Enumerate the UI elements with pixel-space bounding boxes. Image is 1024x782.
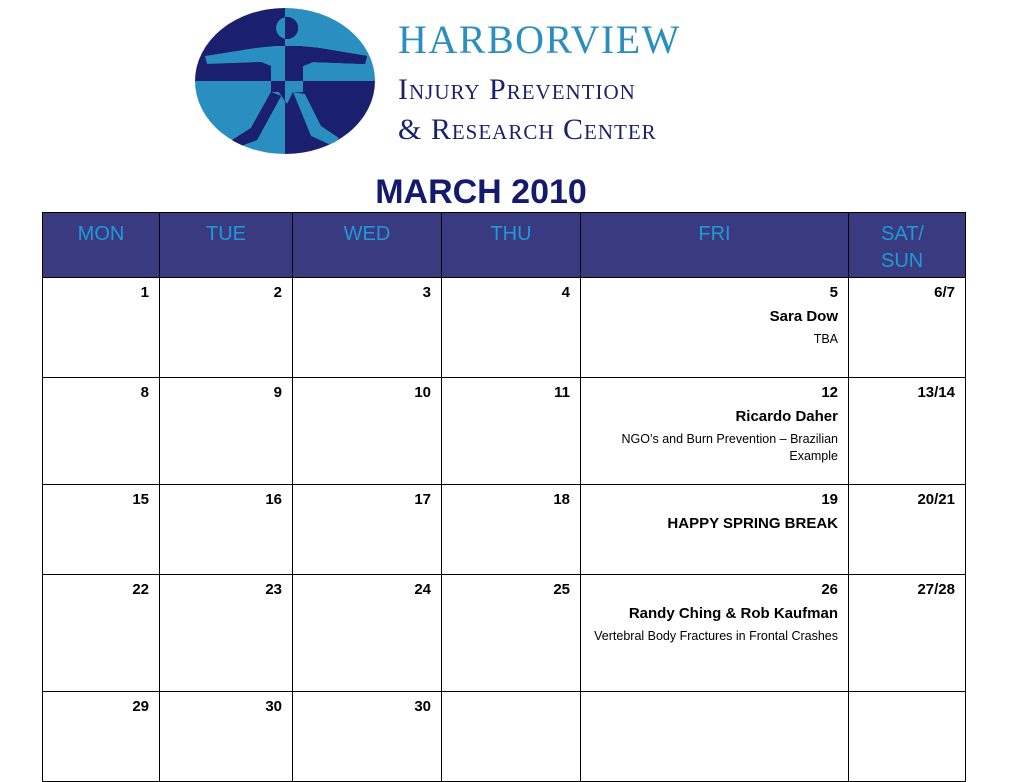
day-cell [43, 575, 160, 692]
day-cell [442, 692, 581, 782]
day-cell [43, 378, 160, 485]
day-number: 9 [273, 384, 282, 401]
day-number: 26 [821, 581, 838, 598]
day-cell [43, 692, 160, 782]
event-topic: NGO’s and Burn Prevention – Brazilian Example [621, 432, 838, 463]
day-cell [442, 575, 581, 692]
day-cell [43, 485, 160, 575]
header-thu: THU [442, 213, 581, 278]
weekend-cell [849, 575, 966, 692]
day-number: 5 [829, 284, 838, 301]
day-cell [442, 485, 581, 575]
event-speaker: Sara Dow [769, 308, 838, 325]
day-number: 24 [414, 581, 431, 598]
day-cell [160, 692, 293, 782]
day-number: 3 [422, 284, 431, 301]
header-fri: FRI [581, 213, 849, 278]
day-number: 15 [132, 491, 149, 508]
event-speaker: Ricardo Daher [735, 408, 838, 425]
day-number: 18 [553, 491, 570, 508]
day-number: 8 [140, 384, 149, 401]
weekday-header-row [43, 213, 966, 278]
day-cell [293, 278, 442, 378]
header-wed: WED [293, 213, 442, 278]
header-mon: MON [43, 213, 160, 278]
day-cell [160, 278, 293, 378]
day-number: 30 [265, 698, 282, 715]
day-cell [442, 278, 581, 378]
day-number: 25 [553, 581, 570, 598]
day-number: 11 [554, 384, 570, 401]
logo-subtitle-1: Injury Prevention [398, 73, 636, 106]
day-cell [293, 378, 442, 485]
day-number: 30 [414, 698, 431, 715]
weekend-cell [849, 692, 966, 782]
page-title: MARCH 2010 [375, 173, 587, 211]
logo-subtitle-2: & Research Center [398, 113, 657, 146]
logo-text [398, 17, 681, 150]
day-number: 17 [414, 491, 431, 508]
friday-event-cell [581, 278, 849, 378]
day-cell [43, 278, 160, 378]
week-row [43, 485, 966, 575]
day-cell [293, 575, 442, 692]
week-row [43, 278, 966, 378]
day-cell [442, 378, 581, 485]
day-number: 22 [132, 581, 149, 598]
weekend-cell [849, 378, 966, 485]
event-topic: TBA [813, 332, 838, 346]
logo [195, 8, 785, 156]
day-cell [160, 575, 293, 692]
header-tue: TUE [160, 213, 293, 278]
friday-event-cell [581, 485, 849, 575]
day-number: 23 [265, 581, 282, 598]
weekend-cell [849, 278, 966, 378]
day-number: 10 [414, 384, 431, 401]
event-topic: Vertebral Body Fractures in Frontal Crashes [594, 629, 838, 643]
weekend-cell [849, 485, 966, 575]
day-number: 16 [265, 491, 282, 508]
day-number: 1 [140, 284, 149, 301]
event-speaker: HAPPY SPRING BREAK [667, 515, 838, 532]
day-number: 6/7 [934, 284, 955, 301]
friday-event-cell [581, 575, 849, 692]
day-cell [293, 485, 442, 575]
day-number: 13/14 [917, 384, 955, 401]
day-number: 19 [821, 491, 838, 508]
harborview-logo-mark-icon [195, 8, 375, 154]
day-number: 12 [821, 384, 838, 401]
day-number: 29 [132, 698, 149, 715]
day-cell [160, 378, 293, 485]
header-sat-sun: SAT/ SUN [849, 213, 966, 278]
week-row [43, 575, 966, 692]
calendar-grid [42, 212, 966, 782]
day-cell [293, 692, 442, 782]
week-row [43, 692, 966, 782]
day-number: 4 [561, 284, 570, 301]
logo-title: HARBORVIEW [398, 17, 681, 62]
friday-event-cell [581, 692, 849, 782]
day-cell [160, 485, 293, 575]
event-speaker: Randy Ching & Rob Kaufman [628, 605, 838, 622]
week-row [43, 378, 966, 485]
day-number: 20/21 [917, 491, 955, 508]
day-number: 2 [273, 284, 282, 301]
friday-event-cell [581, 378, 849, 485]
day-number: 27/28 [917, 581, 955, 598]
